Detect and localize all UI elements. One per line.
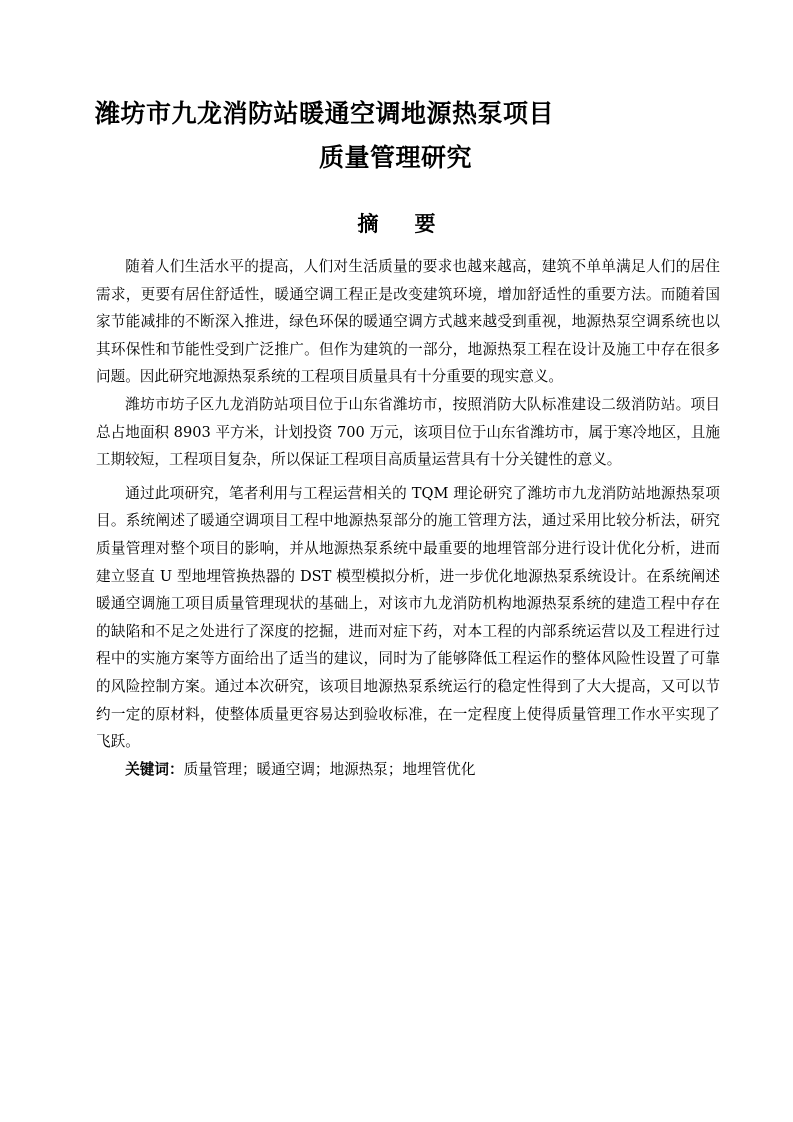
abstract-heading: 摘要	[357, 212, 472, 236]
title-line-2: 质量管理研究	[319, 143, 473, 172]
abstract-body	[96, 253, 720, 783]
abstract-paragraph-3: 通过此项研究，笔者利用与工程运营相关的 TQM 理论研究了潍坊市九龙消防站地源热泵项目。系统阐述了暖通空调项目工程中地源热泵部分的施工管理方法，通过采用比较分析法，研究质量管理对整个项目的影响，并从地源热泵系统中最重要的地埋管部分进行设计优化分析，进而建立竖直 U 型地埋管换热器的 DST 模型模拟分析，进一步优化地源热泵系统设计。在系统阐述暖通空调施工项目质量管理现状的基础上，对该市九龙消防机构地源热泵系统的建造工程中存在的缺陷和不足之处进行了深度的挖掘，进而对症下药，对本工程的内部系统运营以及工程进行过程中的实施方案等方面给出了适当的建议，同时为了能够降低工程运作的整体风险性设置了可靠的风险控制方案。通过本次研究，该项目地源热泵系统运行的稳定性得到了大大提高，又可以节约一定的原材料，使整体质量更容易达到验收标准，在一定程度上使得质量管理工作水平实现了飞跃。	[96, 484, 720, 751]
title-line-1: 潍坊市九龙消防站暖通空调地源热泵项目	[95, 99, 555, 128]
abstract-paragraph-2: 潍坊市坊子区九龙消防站项目位于山东省潍坊市，按照消防大队标准建设二级消防站。项目总占地面积 8903 平方米，计划投资 700 万元，该项目位于山东省潍坊市，属于寒冷地区，且施工期较短，工程项目复杂，所以保证工程项目高质量运营具有十分关键性的意义。	[96, 395, 720, 469]
abstract-paragraph-1: 随着人们生活水平的提高，人们对生活质量的要求也越来越高，建筑不单单满足人们的居住需求，更要有居住舒适性，暖通空调工程正是改变建筑环境，增加舒适性的重要方法。而随着国家节能减排的不断深入推进，绿色环保的暖通空调方式越来越受到重视，地源热泵空调系统也以其环保性和节能性受到广泛推广。但作为建筑的一部分，地源热泵工程在设计及施工中存在很多问题。因此研究地源热泵系统的工程项目质量具有十分重要的现实意义。	[96, 258, 720, 386]
keywords-label: 关键词：	[125, 760, 184, 778]
keywords-line	[96, 756, 720, 784]
keywords-list: 质量管理；暖通空调；地源热泵；地埋管优化	[183, 760, 476, 778]
